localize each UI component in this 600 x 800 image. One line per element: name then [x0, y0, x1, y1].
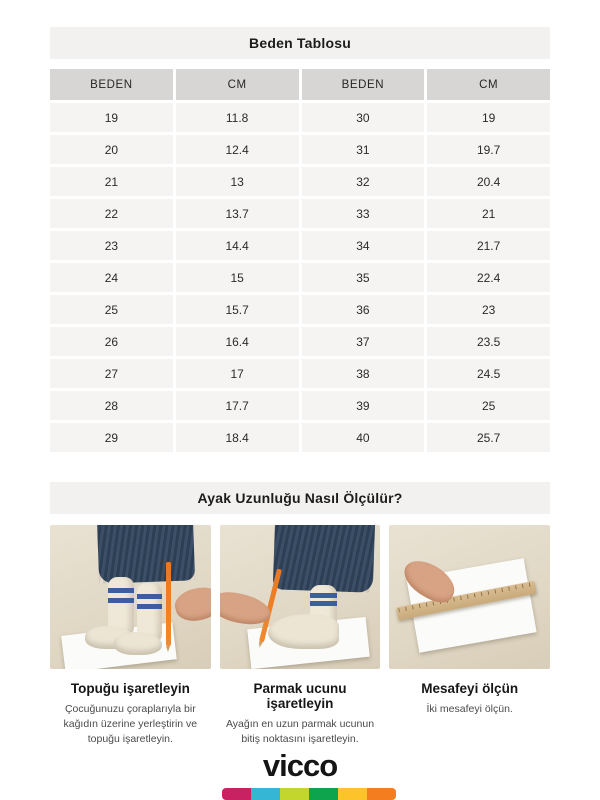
step-1-title: Topuğu işaretleyin: [70, 681, 190, 696]
size-table-cell: 34: [302, 231, 425, 260]
size-table-cell: 13.7: [176, 199, 299, 228]
hand: [172, 583, 211, 626]
size-table-cell: 19: [50, 103, 173, 132]
size-table-cell: 19: [427, 103, 550, 132]
caption-step-1: [50, 681, 211, 748]
size-table-cell: 31: [302, 135, 425, 164]
caption-step-3: [389, 681, 550, 748]
size-table-cell: 19.7: [427, 135, 550, 164]
measure-photos: [50, 525, 550, 669]
brand-bar-segment-3: [309, 788, 338, 800]
size-table-cell: 13: [176, 167, 299, 196]
jeans-leg: [97, 525, 196, 584]
foot-side-view: [268, 614, 339, 649]
size-table-cell: 32: [302, 167, 425, 196]
brand-rainbow-bar: [222, 788, 396, 800]
step-3-description: İki mesafeyi ölçün.: [426, 703, 513, 715]
size-table-cell: 29: [50, 423, 173, 452]
pencil: [166, 562, 171, 646]
size-table-cell: 23.5: [427, 327, 550, 356]
size-table-cell: 40: [302, 423, 425, 452]
size-table-cell: 17: [176, 359, 299, 388]
size-table-header-0: BEDEN: [50, 69, 173, 100]
size-table-cell: 35: [302, 263, 425, 292]
size-table-title: Beden Tablosu: [50, 27, 550, 59]
size-table-cell: 37: [302, 327, 425, 356]
size-table-cell: 20.4: [427, 167, 550, 196]
step-1-description: Çocuğunuzu çoraplarıyla bir kağıdın üzerine yerleştirin ve topuğu işaretleyin.: [63, 703, 198, 746]
size-table: [50, 69, 550, 452]
measure-section-title: Ayak Uzunluğu Nasıl Ölçülür?: [50, 482, 550, 514]
brand-bar-segment-1: [251, 788, 280, 800]
size-table-cell: 25.7: [427, 423, 550, 452]
size-table-cell: 21.7: [427, 231, 550, 260]
jeans-leg: [273, 525, 375, 593]
measure-captions: [50, 681, 550, 748]
size-table-cell: 23: [50, 231, 173, 260]
size-table-header-1: CM: [176, 69, 299, 100]
caption-step-2: [220, 681, 381, 748]
step-2-description: Ayağın en uzun parmak ucunun bitiş noktasını işaretleyin.: [225, 718, 375, 746]
step-3-title: Mesafeyi ölçün: [421, 681, 519, 696]
size-table-cell: 17.7: [176, 391, 299, 420]
photo-step-3-measure: [389, 525, 550, 669]
size-table-cell: 23: [427, 295, 550, 324]
size-table-header-2: BEDEN: [302, 69, 425, 100]
size-table-cell: 21: [50, 167, 173, 196]
size-table-cell: 38: [302, 359, 425, 388]
brand-logo: vicco: [262, 748, 338, 783]
size-table-cell: 24.5: [427, 359, 550, 388]
brand-bar-segment-0: [222, 788, 251, 800]
size-table-cell: 20: [50, 135, 173, 164]
size-table-cell: 25: [427, 391, 550, 420]
size-table-cell: 16.4: [176, 327, 299, 356]
size-table-cell: 12.4: [176, 135, 299, 164]
size-table-cell: 26: [50, 327, 173, 356]
size-table-cell: 15: [176, 263, 299, 292]
size-table-cell: 14.4: [176, 231, 299, 260]
brand-bar-segment-5: [367, 788, 396, 800]
size-table-cell: 30: [302, 103, 425, 132]
photo-step-2-mark-toe: [220, 525, 381, 669]
size-table-cell: 24: [50, 263, 173, 292]
brand-bar-segment-4: [338, 788, 367, 800]
size-table-cell: 15.7: [176, 295, 299, 324]
size-table-cell: 18.4: [176, 423, 299, 452]
size-table-cell: 28: [50, 391, 173, 420]
size-table-cell: 33: [302, 199, 425, 228]
size-table-cell: 21: [427, 199, 550, 228]
size-table-cell: 22: [50, 199, 173, 228]
size-table-header-3: CM: [427, 69, 550, 100]
brand-bar-segment-2: [280, 788, 309, 800]
size-table-cell: 22.4: [427, 263, 550, 292]
size-table-cell: 39: [302, 391, 425, 420]
step-2-title: Parmak ucunu işaretleyin: [253, 681, 347, 711]
size-table-cell: 11.8: [176, 103, 299, 132]
size-table-cell: 27: [50, 359, 173, 388]
size-table-cell: 25: [50, 295, 173, 324]
photo-step-1-mark-heel: [50, 525, 211, 669]
size-table-cell: 36: [302, 295, 425, 324]
